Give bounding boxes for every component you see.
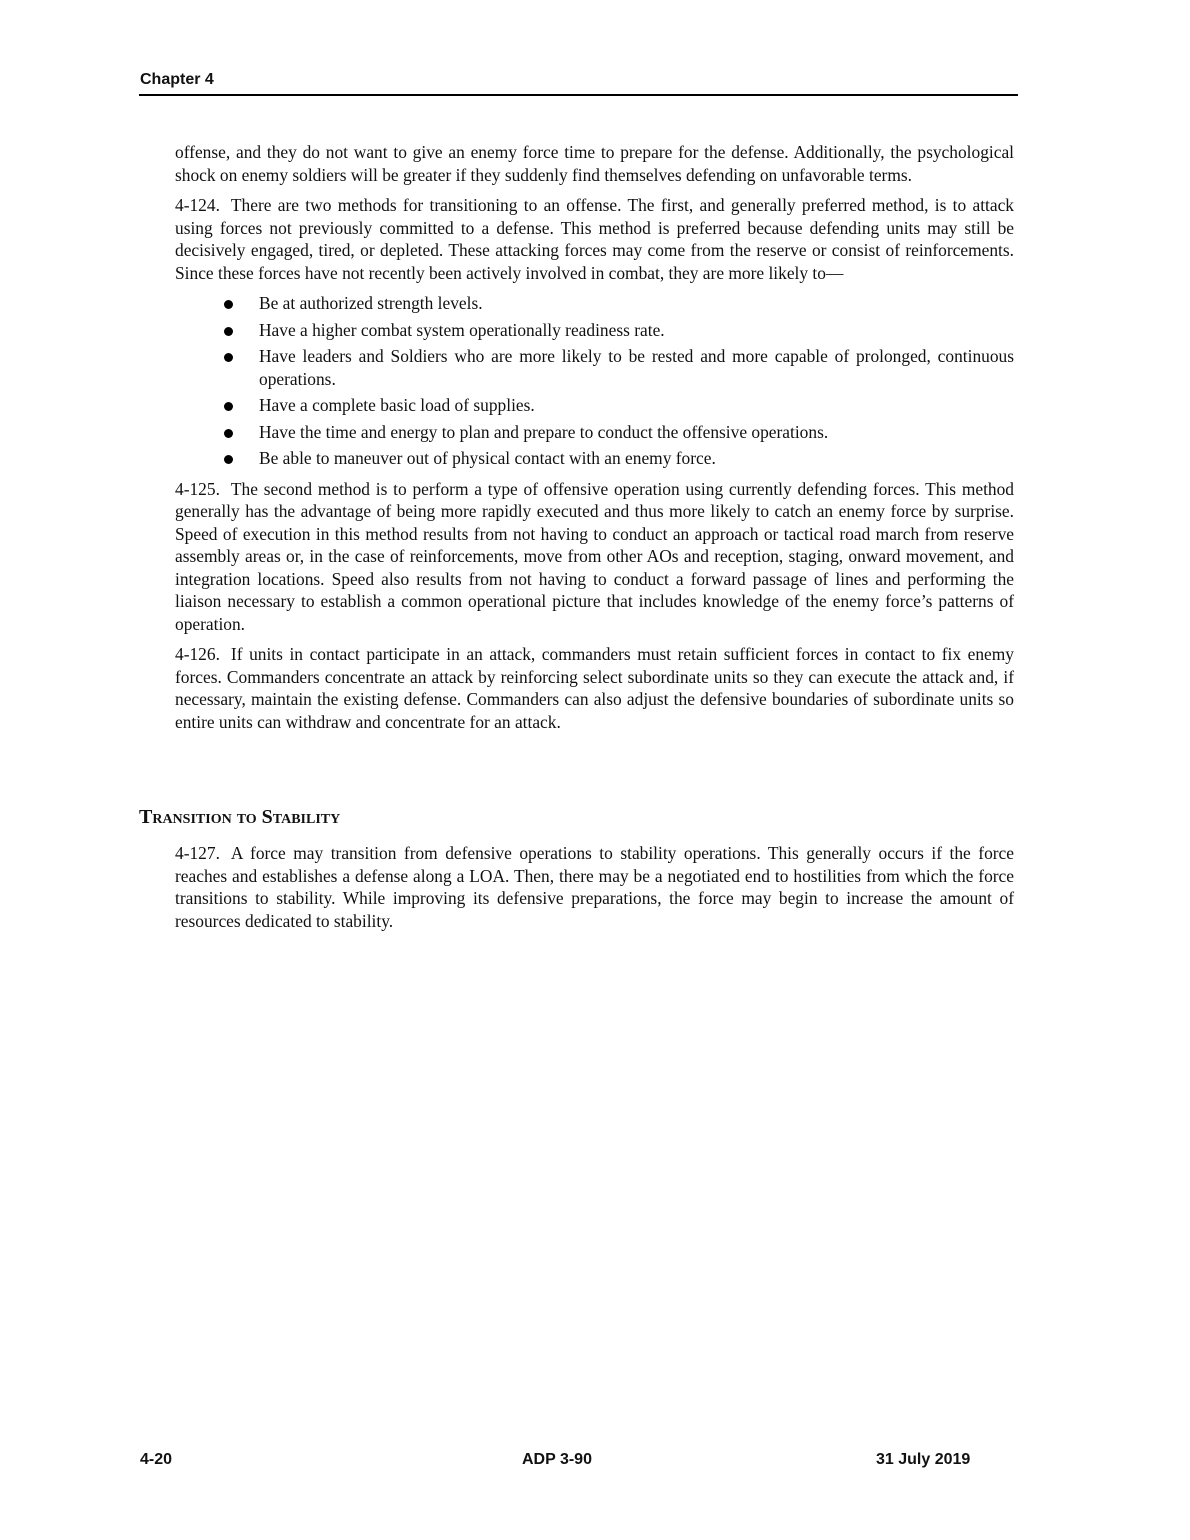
footer-page-number: 4-20 — [140, 1451, 173, 1468]
paragraph-4-127 — [175, 842, 1014, 932]
section-heading: Transition to Stability — [139, 806, 341, 828]
paragraph-text: There are two methods for transitioning to an offense. The first, and generally preferred method, is to attack using forces not previously committed to a defense. This method is preferred because defending units may still be decisively engaged, tired, or depleted. These attacking forces may come from the reserve or consist of reinforcements. Since these forces have not recently been actively involved in combat, they are more likely to— — [175, 195, 1014, 283]
paragraph-text: If units in contact participate in an attack, commanders must retain sufficient forces in contact to fix enemy forces. Commanders concentrate an attack by reinforcing select subordinate units so they can execute the attack and, if necessary, maintain the existing defense. Commanders can also adjust the defensive boundaries of subordinate units so entire units can withdraw and concentrate for an attack. — [175, 644, 1014, 732]
paragraph-number: 4-126. — [175, 644, 220, 664]
list-item-text: Have a complete basic load of supplies. — [259, 395, 535, 415]
list-item-text: Be able to maneuver out of physical contact with an enemy force. — [259, 448, 716, 468]
paragraph-number: 4-125. — [175, 478, 220, 499]
list-item-text: Be at authorized strength levels. — [259, 293, 483, 313]
footer-publication: ADP 3-90 — [522, 1451, 592, 1468]
bullet-icon — [224, 429, 233, 438]
bullet-icon — [224, 327, 233, 336]
section-text — [175, 842, 1014, 940]
list-item — [175, 421, 1014, 444]
paragraph-text: The second method is to perform a type of offensive operation using currently defending forces. This method generally has the advantage of being more rapidly executed and thus more likely to catch an enemy force by surprise. Speed of execution in this method results from not having to conduct an approach or tactical road march from reserve assembly areas or, in the case of reinforcements, move from other AOs and reception, staging, onward movement, and integration locations. Speed also results from not having to conduct a forward passage of lines and performing the liaison necessary to establish a common operational picture that includes knowledge of the enemy force’s patterns of operation. — [175, 478, 1014, 634]
chapter-title: Chapter 4 — [140, 71, 214, 88]
bullet-icon — [224, 353, 233, 362]
bullet-list — [175, 292, 1014, 470]
paragraph-continued: offense, and they do not want to give an enemy force time to prepare for the defense. Additionally, the psychological shock on enemy soldiers will be greater if they suddenly find themselves defending on unfavorable terms. — [175, 142, 1014, 185]
paragraph-number: 4-127. — [175, 843, 220, 863]
list-item — [175, 292, 1014, 315]
list-item — [175, 319, 1014, 342]
list-item-text: Have leaders and Soldiers who are more likely to be rested and more capable of prolonged, continuous operations. — [259, 346, 1014, 389]
paragraph-4-125 — [175, 478, 1014, 636]
list-item — [175, 345, 1014, 390]
bullet-icon — [224, 300, 233, 309]
bullet-icon — [224, 402, 233, 411]
paragraph-number: 4-124. — [175, 195, 220, 215]
page-header — [139, 70, 1018, 96]
list-item-text: Have the time and energy to plan and prepare to conduct the offensive operations. — [259, 421, 829, 442]
paragraph-4-124 — [175, 194, 1014, 284]
list-item — [175, 394, 1014, 417]
list-item — [175, 447, 1014, 470]
paragraph-text: A force may transition from defensive operations to stability operations. This generally occurs if the force reaches and establishes a defense along a LOA. Then, there may be a negotiated end to hostilities from which the force transitions to stability. While improving its defensive preparations, the force may begin to increase the amount of resources dedicated to stability. — [175, 843, 1014, 931]
list-item-text: Have a higher combat system operationally readiness rate. — [259, 319, 665, 340]
body-text — [175, 141, 1014, 741]
paragraph-4-126 — [175, 643, 1014, 733]
footer-date: 31 July 2019 — [876, 1451, 971, 1468]
bullet-icon — [224, 455, 233, 464]
